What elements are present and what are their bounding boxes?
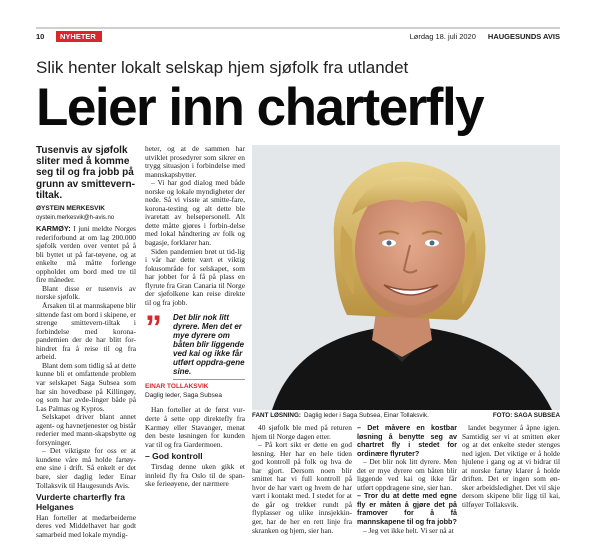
pull-quote-role: Daglig leder, Saga Subsea: [145, 391, 222, 399]
interview-question: – Det måvere en kostbar løsning å benytte seg av chartret fly i stedet for ordinære flyruter?: [357, 423, 457, 458]
pull-quote: [145, 309, 245, 400]
paragraph: Han forteller at medarbeiderne deres ved Middelhavet har godt samarbeid med lokale myndig-: [36, 512, 136, 539]
paragraph: Tirsdag denne uken gikk et innleid fly fra Oslo til de span-ske ferieøyene, der nærmere: [145, 462, 245, 489]
headline: Leier inn charterfly: [36, 78, 484, 137]
portrait-photo: [252, 145, 560, 410]
paragraph: – Det blir nok litt dyrere. Men det er mye dyrere om båten blir liggende ved kai og ikke får utført oppdragene sine, sier han.: [357, 457, 457, 492]
subheading: Vurderte charterfly fra Helganes: [36, 492, 125, 512]
caption-label: FANT LØSNING:: [252, 412, 301, 419]
subheading: – God kontroll: [145, 451, 203, 462]
paragraph: – Det viktigste for oss er at kundene våre må holde fartøy-ene sine i drift. Så enkelt er det bare, sier daglig leder Einar Tollaksvik til Haugesunds Avis.: [36, 446, 136, 490]
photo-caption: [252, 412, 560, 419]
page-number: 10: [36, 31, 45, 41]
pull-quote-text: Det blir nok litt dyrere. Men det er mye dyrere om båten blir liggende ved kai og ikke får utført oppdra-gene sine.: [173, 313, 245, 377]
article-photo: [252, 145, 560, 410]
caption-text: Daglig leder i Saga Subsea, Einar Tollaksvik.: [303, 412, 429, 419]
paragraph: – Jeg vet ikke helt. Vi ser nå at: [363, 525, 454, 535]
paragraph: heter, og at de sammen har utviklet prosedyrer som sikrer en trygg situasjon i forbindelse med mannskapsbytter.: [145, 144, 245, 179]
paragraph: Årsaken til at mannskapene blir sittende fast om bord i skipene, er strenge smittevern-tiltak i forbindelse med korona-pandemien der de har blitt for-hindret fra å reise til og fra arbeid.: [36, 301, 136, 362]
article-column-4: [357, 424, 457, 535]
newspaper-name: HAUGESUNDS AVIS: [487, 31, 560, 41]
pull-quote-name: EINAR TOLLAKSVIK: [145, 383, 209, 391]
article-column-2: [145, 145, 245, 489]
paragraph: Blant disse er tusenvis av norske sjøfolk.: [36, 283, 136, 302]
paragraph: – Vi har god dialog med både norske og lokale myndigheter der nede. Så vi visste at smitte-fare, korona-testing og alt dette ble ivaretatt av helsepersonell. Alt dette måtte gjøres i forbin-delse med lokal håndtering av folk og bagasje, forklarer han.: [145, 178, 245, 248]
article-column-3: [252, 424, 352, 535]
photo-credit: FOTO: SAGA SUBSEA: [492, 412, 560, 419]
interview-question: – Tror du at dette med egne fly er måten å gjøre det på framover for å få mannskapene til og fra jobb?: [357, 491, 457, 527]
paragraph: Selskapet driver blant annet agent- og havnetjenester og bistår rederier med mann-skapsbytte og forsyninger.: [36, 412, 136, 447]
paragraph: Blant dem som tidlig så at dette kunne bli et omfattende problem var selskapet Saga Subsea som har sin hovedbase på Killingøy, og som har avde-linger både på Las Palmas og Kypros.: [36, 360, 136, 413]
quote-mark-icon: ”: [145, 309, 162, 348]
paragraph: Siden pandemien brøt ut tid-lig i vår har dette vært et viktig fokusområde for selskapet, som har jobbet for å få på plass en flyrute fra Gran Canaria til Norge der sjøfolkene kan reise direkte til og fra jobb.: [145, 246, 245, 307]
section-label: NYHETER: [56, 31, 102, 42]
ingress: Tusenvis av sjøfolk sliter med å komme seg til og fra jobb på grunn av smittevern-tiltak.: [36, 145, 135, 201]
paragraph: landet begynner å åpne igjen. Samtidig ser vi at smitten øker og at det enkelte steder stenges ned igjen. Det viktige er å holde hjulene i gang og at vi bidrar til at norske fartøy klarer å holde driften. Det er ingen som øn-sker arbeidsledighet. Det vil skje dersom skipene blir ligg til kai, tilføyer Tollaksvik.: [462, 423, 560, 509]
dateline: KARMØY:: [36, 224, 71, 234]
byline-name: ØYSTEIN MERKESVIK: [36, 205, 105, 213]
kicker: Slik henter lokalt selskap hjem sjøfolk fra utlandet: [36, 58, 409, 77]
page-header: [36, 27, 560, 43]
paragraph: – På kort sikt er dette en god løsning. Her har en hele tiden god kontroll på folk og hva de har gjort. Dersom noen blir smittet har vi full kontroll på hvor de har vært og hvem de har vært i kontakt med. I stedet for at de går og trekker rundt på flyplasser og ulike innsjekkin-ger, har de her en rett linje fra skranken og hjem, sier han.: [252, 440, 352, 535]
paragraph: 40 sjøfolk ble med på returen hjem til Norge dagen etter.: [252, 423, 352, 441]
article-column-5: [462, 424, 560, 509]
paragraph: Han forteller at de først vur-derte å sette opp direktefly fra Karmøy eller Stavanger, menat den beste løsningen for kunden var til og fra Gardermoen.: [145, 405, 245, 449]
issue-date: Lørdag 18. juli 2020: [409, 31, 476, 41]
paragraph: KARMØY: I juni meldte Norges rederiforbund at om lag 200.000 sjøfolk verden over ventet på å bli byttet ut på far-tøyene, og at enkelte må måtte forlenge oppholdet om bord med tre til fire måneder.: [36, 224, 136, 285]
article-column-1: [36, 145, 136, 539]
divider: [173, 379, 245, 380]
byline-email: oystein.merkesvik@h-avis.no: [36, 214, 115, 221]
